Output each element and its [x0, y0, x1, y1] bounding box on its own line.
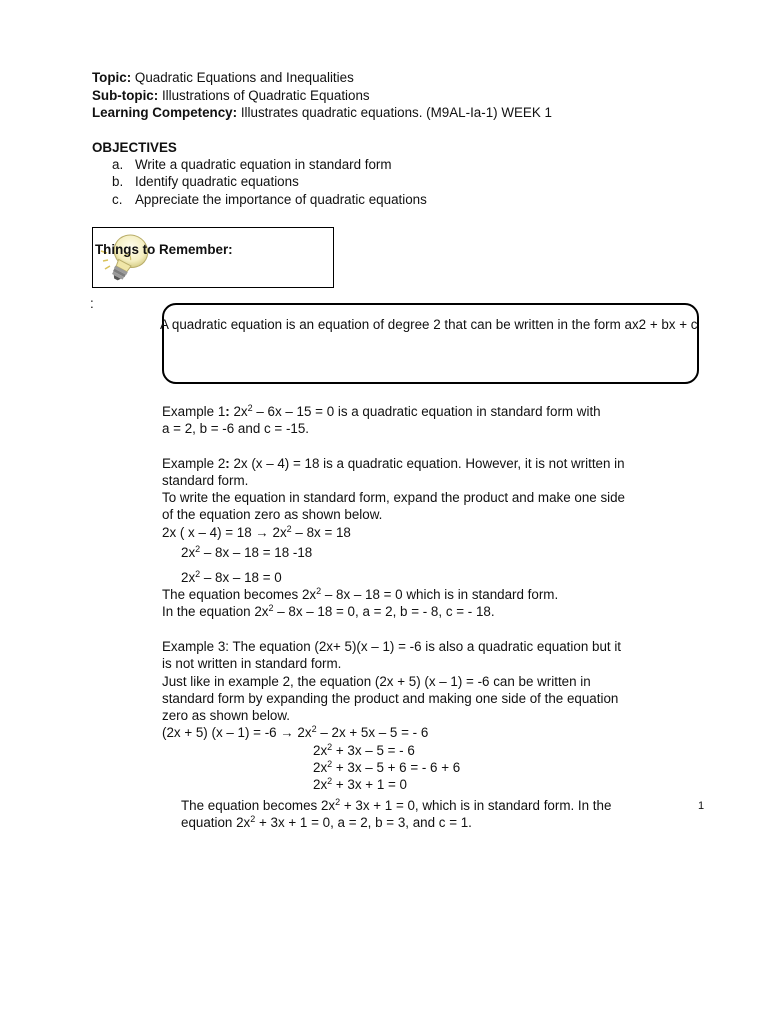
example2-step2	[181, 544, 312, 561]
objective-text: Write a quadratic equation in standard form	[135, 157, 392, 172]
objective-marker: a.	[112, 157, 124, 172]
objective-marker: b.	[112, 174, 124, 190]
example1-line2: a = 2, b = -6 and c = -15.	[162, 421, 310, 436]
result-text: – 8x – 18 = 0, a = 2, b = - 8, c = - 18.	[273, 604, 495, 619]
example2-colon: :	[225, 456, 230, 471]
example3-result2	[181, 814, 472, 831]
subtopic-line	[92, 87, 370, 104]
step-text: 2x	[313, 777, 328, 792]
subtopic-label: Sub-topic:	[92, 88, 159, 103]
example2-line2: standard form.	[162, 473, 249, 488]
exponent: 2	[327, 742, 333, 752]
example2-line1-rest: 2x (x – 4) = 18 is a quadratic equation. However, it is not written in	[229, 456, 625, 471]
things-to-remember-title: Things to Remember:	[95, 242, 233, 257]
exponent: 2	[195, 569, 201, 579]
example3-result1	[181, 797, 611, 814]
objective-text: Appreciate the importance of quadratic equations	[135, 191, 427, 207]
result-text: + 3x + 1 = 0, a = 2, b = 3, and c = 1.	[255, 815, 472, 830]
example1-lhs: 2x	[229, 404, 248, 419]
step-text: 2x	[313, 760, 328, 775]
step-text: – 8x = 18	[291, 525, 351, 540]
exponent: 2	[311, 724, 317, 734]
topic-line	[92, 69, 354, 86]
step-text: 2x	[181, 545, 196, 560]
example3-step4	[313, 776, 407, 793]
example2-step1	[162, 524, 351, 541]
example3-line2: is not written in standard form.	[162, 656, 342, 671]
step-text: + 3x + 1 = 0	[332, 777, 407, 792]
exponent: 2	[268, 603, 274, 613]
definition-text: A quadratic equation is an equation of degree 2 that can be written in the form ax2 + bx + c	[160, 317, 698, 332]
example1-colon: :	[225, 404, 230, 419]
topic-value: Quadratic Equations and Inequalities	[134, 70, 354, 85]
example3-line3: Just like in example 2, the equation (2x + 5) (x – 1) = -6 can be written in	[162, 674, 591, 689]
objective-marker: c.	[112, 191, 123, 207]
exponent: 2	[250, 814, 256, 824]
step-text: 2x ( x – 4) = 18 → 2x	[162, 525, 287, 540]
example2-label: Example 2	[162, 456, 226, 471]
exponent: 2	[247, 403, 253, 413]
step-text: + 3x – 5 + 6 = - 6 + 6	[332, 760, 461, 775]
competency-line	[92, 104, 552, 121]
step-text: – 8x – 18 = 18 -18	[200, 545, 313, 560]
example3-step1	[162, 724, 428, 741]
result-text: In the equation 2x	[162, 604, 269, 619]
example2-line4: of the equation zero as shown below.	[162, 507, 383, 522]
step-text: + 3x – 5 = - 6	[332, 743, 415, 758]
example2-result2	[162, 603, 495, 620]
example3-line4: standard form by expanding the product and making one side of the equation	[162, 691, 619, 706]
example2-line1	[162, 455, 625, 472]
result-text: The equation becomes 2x	[162, 587, 317, 602]
example1-rest: – 6x – 15 = 0 is a quadratic equation in standard form with	[252, 404, 601, 419]
step-text: – 8x – 18 = 0	[200, 570, 282, 585]
example1-line1	[162, 403, 601, 420]
topic-label: Topic:	[92, 70, 132, 85]
objectives-list	[112, 156, 427, 208]
result-text: equation 2x	[181, 815, 251, 830]
result-text: + 3x + 1 = 0, which is in standard form. In the	[340, 798, 612, 813]
step-text: 2x	[181, 570, 196, 585]
exponent: 2	[327, 759, 333, 769]
subtopic-value: Illustrations of Quadratic Equations	[161, 88, 370, 103]
exponent: 2	[316, 586, 322, 596]
colon-mark: :	[90, 296, 94, 311]
exponent: 2	[195, 544, 201, 554]
result-text: The equation becomes 2x	[181, 798, 336, 813]
objectives-title: OBJECTIVES	[92, 140, 177, 155]
example3-step2	[313, 742, 415, 759]
objective-item	[112, 156, 427, 173]
step-text: (2x + 5) (x – 1) = -6 → 2x	[162, 725, 312, 740]
exponent: 2	[286, 524, 292, 534]
example2-line3: To write the equation in standard form, expand the product and make one side	[162, 490, 626, 505]
exponent: 2	[327, 776, 333, 786]
step-text: – 2x + 5x – 5 = - 6	[316, 725, 429, 740]
objective-item	[112, 191, 427, 208]
objective-text: Identify quadratic equations	[135, 174, 299, 190]
example3-step3	[313, 759, 460, 776]
exponent: 2	[335, 797, 341, 807]
result-text: – 8x – 18 = 0 which is in standard form.	[321, 587, 559, 602]
page-number: 1	[698, 800, 705, 812]
example3-line5: zero as shown below.	[162, 708, 291, 723]
objective-item	[112, 173, 427, 190]
step-text: 2x	[313, 743, 328, 758]
example3-line1: Example 3: The equation (2x+ 5)(x – 1) = -6 is also a quadratic equation but it	[162, 639, 622, 654]
example1-label: Example 1	[162, 404, 226, 419]
competency-label: Learning Competency:	[92, 105, 238, 120]
example2-result1	[162, 586, 558, 603]
example2-step3	[181, 569, 282, 586]
competency-value: Illustrates quadratic equations. (M9AL-Ia-1) WEEK 1	[240, 105, 552, 120]
